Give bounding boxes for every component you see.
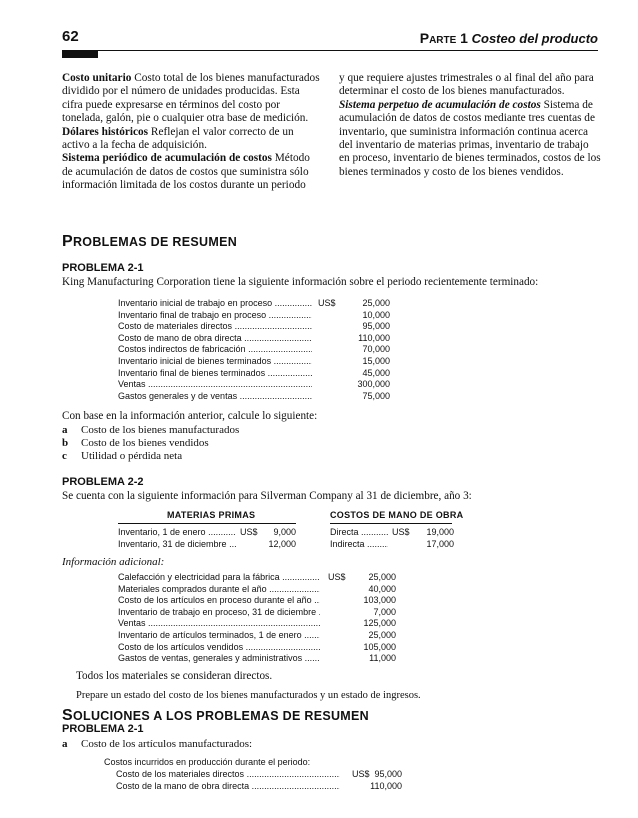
glossary-continuation: y que requiere ajustes trimestrales o al final del año para determinar el costo de los bienes manufacturados. [339, 72, 594, 98]
ledger-row [118, 368, 390, 380]
ledger-label: Materiales comprados durante el año ..... [118, 584, 320, 596]
ledger-row [330, 527, 454, 539]
currency-label: US$ [352, 769, 370, 779]
ledger-row [118, 572, 396, 584]
ledger-value: 40,000 [368, 583, 396, 594]
ledger-value: 75,000 [362, 390, 390, 401]
ledger-row [118, 527, 296, 539]
section-heading-problemas: PROBLEMAS DE RESUMEN [62, 233, 238, 250]
ledger-label: Directa ..... [330, 527, 388, 539]
ledger-label: Costo de los materiales directos ..... [116, 769, 340, 781]
ledger-row [118, 539, 296, 551]
ledger-value: 9,000 [273, 527, 296, 537]
ledger-label: Inventario, 1 de enero ..... [118, 527, 236, 539]
ledger-row [330, 539, 454, 551]
ledger-label: Costo de mano de obra directa ..... [118, 333, 312, 345]
currency-label: US$ [328, 572, 346, 582]
glossary-entry: Sistema periódico de acumulación de costos Método de acumulación de datos de costos que suministra sólo información limitada de los costos durante un periodo [62, 152, 310, 192]
ledger-value: 95,000 [362, 321, 390, 332]
section-heading-soluciones: SOLUCIONES A LOS PROBLEMAS DE RESUMEN [62, 707, 369, 724]
ledger-value: 103,000 [363, 595, 396, 606]
materias-primas-heading: MATERIAS PRIMAS [167, 510, 256, 520]
problem-2-2-intro: Se cuenta con la siguiente información para Silverman Company al 31 de diciembre, año 3: [62, 490, 472, 502]
solution-ledger [116, 769, 402, 792]
mano-de-obra-heading: COSTOS DE MANO DE OBRA [330, 510, 464, 520]
ledger-value: 19,000 [426, 527, 454, 537]
ledger-label: Costo de la mano de obra directa ..... [116, 781, 340, 793]
ledger-value: 70,000 [362, 344, 390, 355]
ledger-value: 110,000 [370, 780, 402, 791]
ledger-value: 11,000 [369, 653, 396, 664]
glossary-entry: Costo unitario Costo total de los bienes manufacturados dividido por el número de unidades producidas. Esta cifra puede expresarse en términos del costo por tonelada, galón, pie o cualquier otra base de medición. [62, 72, 320, 125]
ledger-value: 10,000 [362, 309, 390, 320]
ledger-label: Inventario de artículos terminados, 1 de enero ..... [118, 630, 320, 642]
glossary-entry: Dólares históricos Reflejan el valor correcto de un activo a la fecha de adquisición. [62, 125, 294, 152]
ledger-value: 300,000 [357, 379, 390, 390]
glossary-left-column [62, 72, 322, 193]
ledger-label: Calefacción y electricidad para la fábrica ..... [118, 572, 320, 584]
list-item: c Utilidad o pérdida neta [62, 450, 183, 462]
currency-label: US$ [392, 527, 410, 537]
adicional-ledger [118, 572, 396, 665]
running-header [420, 30, 598, 46]
ledger-label: Indirecta ..... [330, 539, 388, 551]
ledger-row [118, 653, 396, 665]
page-number: 62 [62, 28, 79, 45]
problem-2-1-question-intro: Con base en la información anterior, calcule lo siguiente: [62, 410, 318, 422]
ledger-row [118, 356, 390, 368]
ledger-row [118, 584, 396, 596]
ledger-row [118, 630, 396, 642]
informacion-adicional-label: Información adicional: [62, 556, 165, 568]
problem-2-1-intro: King Manufacturing Corporation tiene la siguiente información sobre el periodo recientemente terminado: [62, 276, 539, 288]
ledger-row [118, 321, 390, 333]
ledger-row [118, 310, 390, 322]
header-rule-block [62, 51, 98, 58]
ledger-row [118, 607, 396, 619]
list-item: b Costo de los bienes vendidos [62, 437, 209, 449]
ledger-row [118, 333, 390, 345]
ledger-label: Inventario, 31 de diciembre ..... [118, 539, 236, 551]
ledger-value: 17,000 [426, 538, 454, 549]
materias-rule [118, 523, 296, 524]
ledger-row [118, 391, 390, 403]
problem-2-2-instruction: Prepare un estado del costo de los bienes manufacturados y un estado de ingresos. [76, 690, 421, 701]
list-item: a Costo de los bienes manufacturados [62, 424, 240, 436]
ledger-label: Ventas ..... [118, 379, 312, 391]
ledger-row [118, 344, 390, 356]
ledger-label: Inventario inicial de trabajo en proceso ..... [118, 298, 312, 310]
materias-ledger [118, 527, 296, 550]
ledger-label: Inventario final de bienes terminados ..... [118, 368, 312, 380]
ledger-row [118, 379, 390, 391]
book-title: Costeo del producto [471, 31, 598, 46]
ledger-value: 95,000 [374, 769, 402, 779]
ledger-label: Inventario inicial de bienes terminados ..... [118, 356, 312, 368]
ledger-value: 25,000 [362, 298, 390, 308]
ledger-value: 25,000 [368, 629, 396, 640]
solution-sub-intro: Costos incurridos en producción durante el periodo: [104, 757, 311, 767]
mano-rule [330, 523, 452, 524]
glossary-entry: Sistema perpetuo de acumulación de costos Sistema de acumulación de datos de costos mediante tres cuentas de inventario, que suministra información continua acerca del inventario de materias primas, inventario de trabajo en proceso, inventario de bienes terminados, costos de los bienes terminados y costo de los bienes vendidos. [339, 98, 601, 178]
header-rule [62, 50, 598, 51]
currency-label: US$ [240, 527, 258, 537]
ledger-label: Costo de materiales directos ..... [118, 321, 312, 333]
solution-2-1-title: PROBLEMA 2-1 [62, 723, 144, 735]
currency-label: US$ [318, 298, 336, 308]
ledger-label: Gastos generales y de ventas ..... [118, 391, 312, 403]
ledger-label: Inventario de trabajo en proceso, 31 de diciembre ..... [118, 607, 320, 619]
ledger-value: 7,000 [373, 606, 396, 617]
ledger-row [118, 298, 390, 310]
problem-2-2-note: Todos los materiales se consideran directos. [76, 670, 273, 682]
ledger-label: Gastos de ventas, generales y administrativos ..... [118, 653, 320, 665]
ledger-value: 25,000 [368, 572, 396, 582]
ledger-value: 125,000 [363, 618, 396, 629]
problem-2-2-title: PROBLEMA 2-2 [62, 476, 144, 488]
ledger-value: 12,000 [268, 538, 296, 549]
problem-2-1-ledger [118, 298, 390, 402]
glossary-right-column [339, 72, 601, 179]
ledger-label: Costos indirectos de fabricación ..... [118, 344, 312, 356]
ledger-value: 105,000 [363, 641, 396, 652]
ledger-label: Inventario final de trabajo en proceso ..... [118, 310, 312, 322]
ledger-row [116, 769, 402, 781]
ledger-value: 110,000 [358, 332, 390, 343]
ledger-row [118, 595, 396, 607]
ledger-row [116, 781, 402, 793]
problem-2-1-title: PROBLEMA 2-1 [62, 262, 144, 274]
ledger-label: Costo de los artículos vendidos ..... [118, 642, 320, 654]
mano-ledger [330, 527, 454, 550]
ledger-row [118, 618, 396, 630]
ledger-value: 45,000 [362, 367, 390, 378]
ledger-row [118, 642, 396, 654]
solution-item: a Costo de los artículos manufacturados: [62, 738, 253, 750]
ledger-label: Ventas ..... [118, 618, 320, 630]
ledger-value: 15,000 [362, 355, 390, 366]
ledger-label: Costo de los artículos en proceso durante el año ..... [118, 595, 320, 607]
part-label: Parte 1 [419, 30, 468, 46]
